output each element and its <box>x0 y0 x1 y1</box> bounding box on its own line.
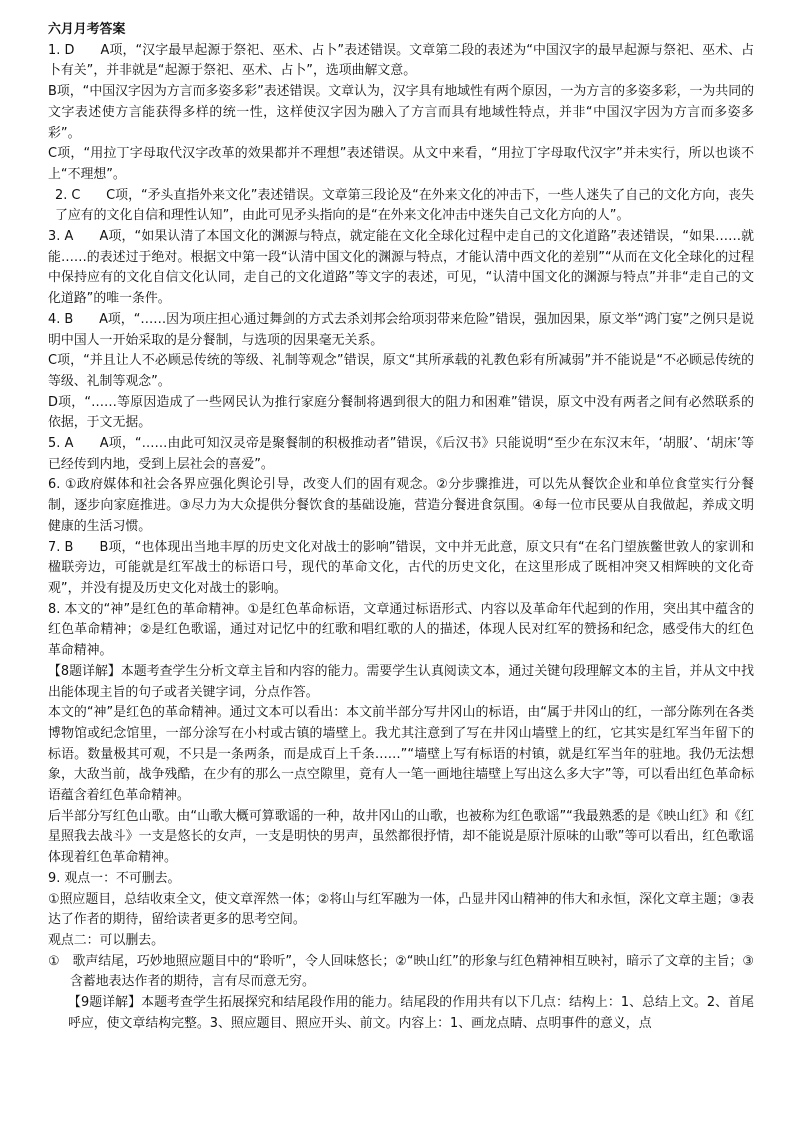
answer-7: 7. B B项，“也体现出当地丰厚的历史文化对战士的影响”错误，文中并无此意，原文只有“在名门望族鳖世敦人的家训和楹联旁边，可能就是红军战士的标语口号，现代的革命文化，古代的历史文化，在这里形成了既相冲突又相辉映的文化奇观”，并没有提及历史文化对战士的影响。 <box>48 539 754 596</box>
answer-3: 3. A A项，“如果认清了本国文化的渊源与特点，就定能在文化全球化过程中走自己的文化道路”表述错误，“如果……就能……的表述过于绝对。根据文中第一段“认清中国文化的渊源与特点，才能认清中西文化的差别”“从而在文化全球化的过程中保持应有的文化自信文化认同，走自己的文化道路”等文字的表述，可见，“认清中国文化的渊源与特点”并非“走自己的文化道路”的唯一条件。 <box>48 229 754 307</box>
answer-1: 1. D A项，“汉字最早起源于祭祀、巫术、占卜”表述错误。文章第二段的表述为“中国汉字的最早起源与祭祀、巫术、占卜有关”，并非就是“起源于祭祀、巫术、占卜”，选项曲解文意。 <box>48 42 754 79</box>
answer-9-viewpoint2: 观点二：可以删去。 <box>48 932 165 948</box>
answer-8-analysis-part1: 本文的“神”是红色的革命精神。通过文本可以看出：本文前半部分写井冈山的标语，由“属于井冈山的红，一部分陈列在各类博物馆或纪念馆里，一部分涂写在小村或古镇的墙壁上。我尤其注意到了写在井冈山墙壁上的红，它其实是红军当年留下的标语。数量极其可观，不只是一条两条，而是成百上千条……”“墙壁上写有标语的村镇，就是红军当年的驻地。我仍无法想象，大敌当前，战争残酷，在少有的那么一点空隙里，竟有人一笔一画地往墙壁上写出这么多大字”等，可以看出红色革命标语蕴含着红色革命精神。 <box>48 705 754 804</box>
document-title: 六月月考答案 <box>48 22 126 37</box>
answer-9: 9. 观点一：不可删去。 <box>48 870 181 886</box>
answer-8: 8. 本文的“神”是红色的革命精神。①是红色革命标语，文章通过标语形式、内容以及革命年代起到的作用，突出其中蕴含的红色革命精神；②是红色歌谣，通过对记忆中的红歌和唱红歌的人的描述，体现人民对红军的赞扬和纪念，感受伟大的红色革命精神。 <box>48 601 754 659</box>
answer-2: 2. C C项，“矛头直指外来文化”表述错误。文章第三段论及“在外来文化的冲击下，一些人迷失了自己的文化方向，丧失了应有的文化自信和理性认知”，由此可见矛头指向的是“在外来文化冲击中迷失自己文化方向的人”。 <box>55 187 754 224</box>
answer-4-option-d: D项，“……等原因造成了一些网民认为推行家庭分餐制将遇到很大的阻力和困难”错误，原文中没有两者之间有必然联系的依据，于文无据。 <box>48 394 754 431</box>
answer-8-analysis-part2: 后半部分写红色山歌。由“山歌大概可算歌谣的一种，故井冈山的山歌，也被称为红色歌谣”“我最熟悉的是《映山红》和《红星照我去战斗》一支是悠长的女声，一支是明快的男声，虽然都很抒情，却不能说是原汁原味的山歌”等可以看出，红色歌谣体现着红色革命精神。 <box>48 808 754 866</box>
answer-1-option-b: B项，“中国汉字因为方言而多姿多彩”表述错误。文章认为，汉字具有地域性有两个原因，一为方言的多姿多彩，一为共同的文字表述使方言能获得多样的统一性，这样使汉字因为融入了方言而具有地域性特点，并非“中国汉字因为方言而多姿多彩”。 <box>48 84 754 141</box>
answer-6: 6. ①政府媒体和社会各界应强化舆论引导，改变人们的固有观念。②分步骤推进，可以先从餐饮企业和单位食堂实行分餐制，逐步向家庭推进。③尽力为大众提供分餐饮食的基础设施，营造分餐进食氛围。④每一位市民要从自我做起，养成文明健康的生活习惯。 <box>48 477 754 534</box>
answer-4-option-c: C项，“并且让人不必顾忌传统的等级、礼制等观念”错误，原文“其所承载的礼教色彩有所减弱”并不能说是“不必顾忌传统的等级、礼制等观念”。 <box>48 353 754 389</box>
answer-8-explanation: 【8题详解】本题考查学生分析文章主旨和内容的能力。需要学生认真阅读文本，通过关键句段理解文本的主旨，并从文中找出能体现主旨的句子或者关键字词，分点作答。 <box>48 663 754 700</box>
answer-9-explanation: 【9题详解】本题考查学生拓展探究和结尾段作用的能力。结尾段的作用共有以下几点：结构上：1、总结上文。2、首尾呼应，使文章结构完整。3、照应题目、照应开头、前文。内容上：1、画龙点睛、点明事件的意义，点 <box>68 995 754 1031</box>
answer-1-option-c: C项，“用拉丁字母取代汉字改革的效果都并不理想”表述错误。从文中来看，“用拉丁字母取代汉字”并未实行，所以也谈不上“不理想”。 <box>48 146 754 182</box>
answer-5: 5. A A项，“……由此可知汉灵帝是聚餐制的积极推动者”错误，《后汉书》只能说明“至少在东汉末年，‘胡服’、‘胡床’等已经传到内地，受到上层社会的喜爱”。 <box>48 436 754 472</box>
answer-9-viewpoint1-points: ①照应题目，总结收束全文，使文章浑然一体；②将山与红军融为一体，凸显井冈山精神的伟大和永恒，深化文章主题；③表达了作者的期待，留给读者更多的思考空间。 <box>48 891 754 928</box>
answer-9-viewpoint2-points: ① 歌声结尾，巧妙地照应题目中的“聆听”，令人回味悠长；②“映山红”的形象与红色精神相互映衬，暗示了文章的主旨；③含蓄地表达作者的期待，言有尽而意无穷。 <box>48 953 754 990</box>
answer-4: 4. B A项，“……因为项庄担心通过舞剑的方式去杀刘邦会给项羽带来危险”错误，强加因果，原文举“鸿门宴”之例只是说明中国人一开始采取的是分餐制，与选项的因果毫无关系。 <box>48 311 754 348</box>
